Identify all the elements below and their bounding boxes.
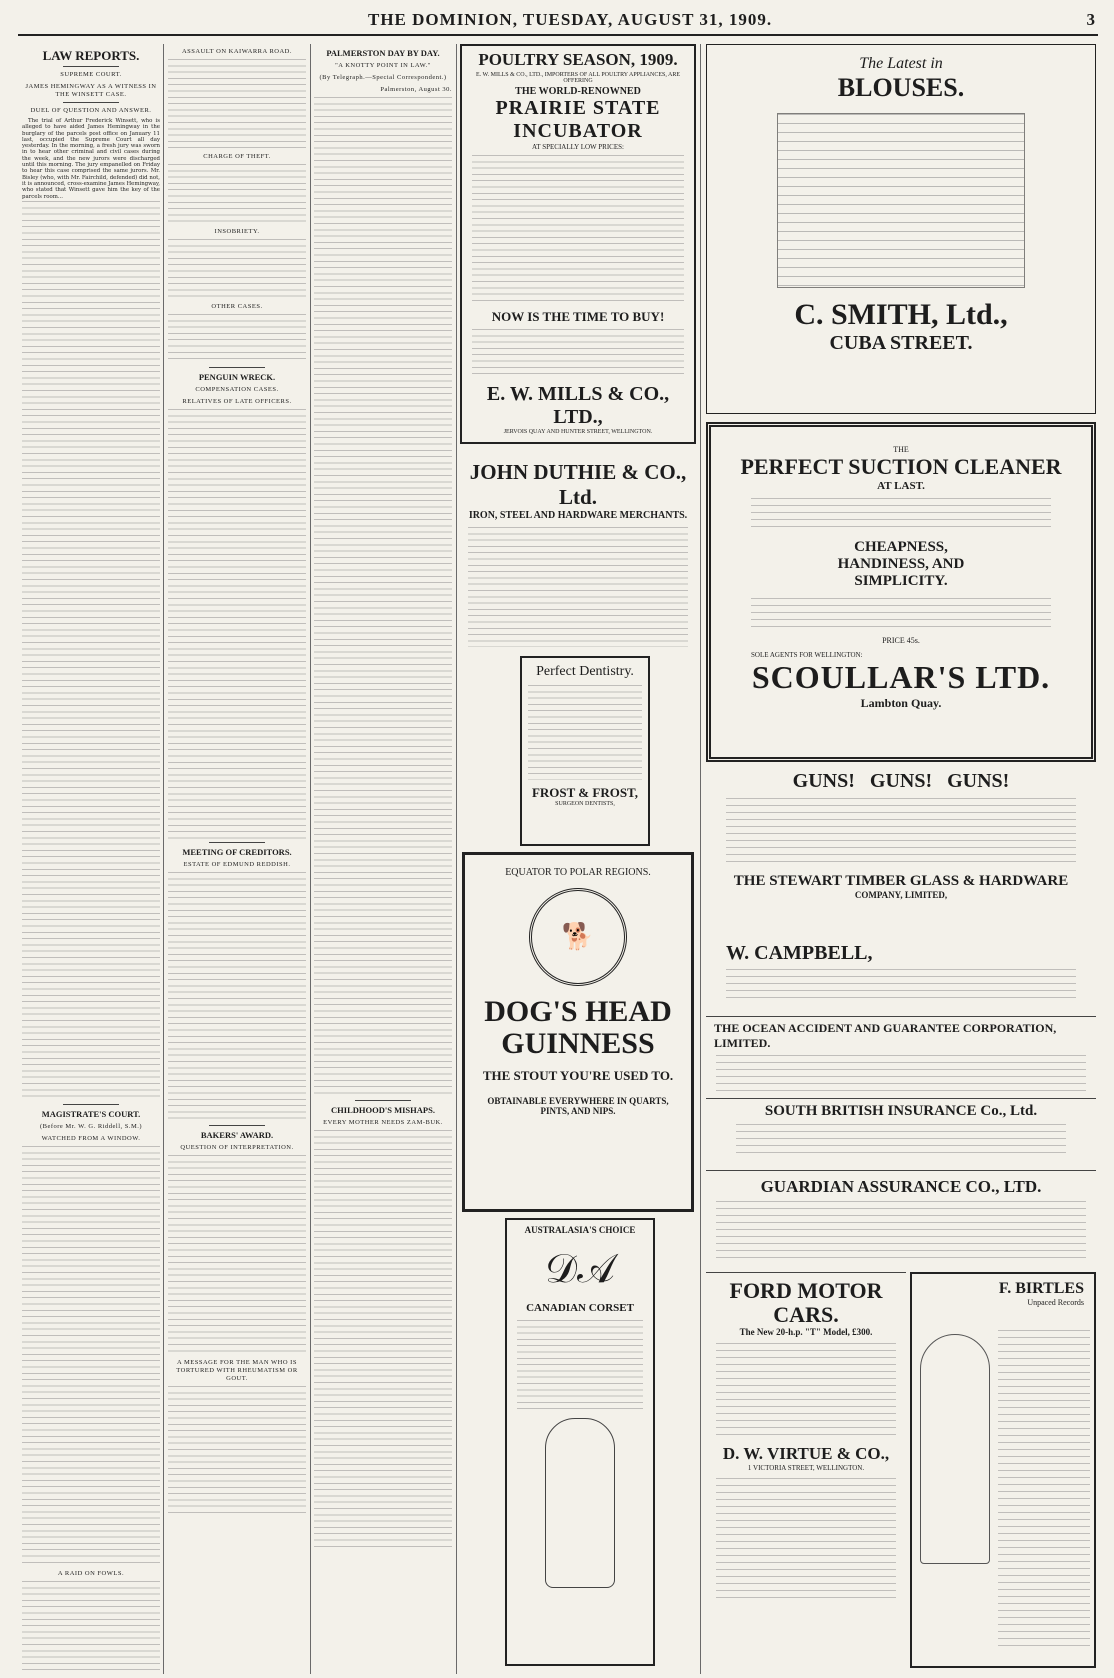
- duthie-name: JOHN DUTHIE & CO., Ltd.: [469, 460, 687, 509]
- guns-ad: [706, 768, 1096, 928]
- text-block: [168, 164, 306, 224]
- blouses-top: The Latest in: [859, 55, 943, 72]
- theft-heading: CHARGE OF THEFT.: [203, 153, 271, 160]
- suction-title: PERFECT SUCTION CLEANER: [740, 454, 1062, 479]
- text-block: [168, 409, 306, 839]
- mills-name: E. W. MILLS & CO., LTD.,: [486, 383, 670, 428]
- zambuk-heading: EVERY MOTHER NEEDS ZAM-BUK.: [323, 1119, 443, 1126]
- stout-slogan: THE STOUT YOU'RE USED TO.: [482, 1068, 674, 1083]
- cyclist-illustration-icon: [920, 1334, 990, 1564]
- corset-figure-icon: [545, 1418, 615, 1588]
- mills-address: JERVOIS QUAY AND HUNTER STREET, WELLINGTON.: [503, 429, 653, 435]
- text-block: [777, 113, 1025, 288]
- text-block: [528, 685, 642, 780]
- text-block: [168, 872, 306, 1122]
- duel-subhead: DUEL OF QUESTION AND ANSWER.: [30, 107, 152, 114]
- insobriety-heading: INSOBRIETY.: [214, 228, 260, 235]
- guardian-name: GUARDIAN ASSURANCE CO., LTD.: [760, 1177, 1042, 1196]
- scoullar-name: SCOULLAR'S LTD.: [751, 659, 1051, 695]
- blouses-ad: [706, 44, 1096, 414]
- ford-ad: [706, 1272, 906, 1668]
- price-text: PRICE 45s.: [882, 636, 920, 645]
- blouses-title: BLOUSES.: [837, 73, 965, 102]
- poultry-sub: E. W. MILLS & CO., LTD., IMPORTERS OF ALL POULTRY APPLIANCES, ARE OFFERING: [475, 72, 681, 84]
- stewart-name: THE STEWART TIMBER GLASS & HARDWARE: [733, 873, 1069, 889]
- smith-name: C. SMITH, Ltd.,: [794, 298, 1008, 331]
- duthie-ad: [460, 448, 696, 648]
- birtles-sub: Unpaced Records: [1027, 1298, 1084, 1307]
- message-heading: A MESSAGE FOR THE MAN WHO IS TORTURED WITH RHEUMATISM OR GOUT.: [176, 1359, 298, 1382]
- text-block: [168, 1386, 306, 1516]
- guardian-ad: [706, 1170, 1096, 1268]
- question-heading: QUESTION OF INTERPRETATION.: [180, 1144, 294, 1151]
- relatives-heading: RELATIVES OF LATE OFFICERS.: [182, 398, 292, 405]
- masthead-title: THE DOMINION, TUESDAY, AUGUST 31, 1909.: [368, 10, 773, 29]
- byline: (By Telegraph.—Special Correspondent.): [319, 74, 447, 81]
- lambton-text: Lambton Quay.: [860, 696, 942, 710]
- text-block: [716, 1343, 896, 1438]
- text-block: [517, 1320, 643, 1410]
- column-courts: [168, 44, 306, 1674]
- text-block: [472, 155, 684, 305]
- text-block: [716, 1478, 896, 1598]
- assault-heading: ASSAULT ON KAIWARRA ROAD.: [181, 48, 292, 55]
- ford-sub: The New 20-h.p. "T" Model, £300.: [739, 1327, 873, 1337]
- corset-title: CANADIAN CORSET: [526, 1302, 634, 1314]
- agents-text: SOLE AGENTS FOR WELLINGTON:: [751, 651, 863, 659]
- text-block: [168, 239, 306, 299]
- text-block: [314, 1130, 452, 1550]
- article-body: The trial of Arthur Frederick Winsett, who is alleged to have aided James Hemingway in the burglary of the parcels post office on January 11 last, occupied the Supreme Court all day yesterday. In the morning, a fresh jury was sworn in to hear other criminal and civil cases during the week, and the new jurors were discharged until this morning. The jury empanelled on Friday to hear this case comprised the same jurors. Mr. Bisley (who, with Mr. Fairchild, defended) did not, it is announced, cross-examine James Hemingway, who stated that Winsett gave him the key of the parcels room...: [22, 118, 160, 200]
- text-block: [168, 1155, 306, 1355]
- palmerston-heading: PALMERSTON DAY BY DAY.: [326, 48, 440, 58]
- text-block: [751, 598, 1051, 628]
- other-cases-heading: OTHER CASES.: [211, 303, 263, 310]
- virtue-name: D. W. VIRTUE & CO.,: [722, 1444, 890, 1463]
- penguin-heading: PENGUIN WRECK.: [198, 372, 276, 382]
- column-rule: [456, 44, 457, 1674]
- dogs-head-logo: 🐕: [529, 888, 627, 986]
- equator-text: EQUATOR TO POLAR REGIONS.: [505, 867, 651, 878]
- frost-name: FROST & FROST,: [531, 785, 639, 800]
- poultry-wr: THE WORLD-RENOWNED: [515, 86, 641, 97]
- south-british-ad: [706, 1098, 1096, 1166]
- stewart-sub: COMPANY, LIMITED,: [854, 890, 948, 900]
- dateline: Palmerston, August 30.: [380, 86, 452, 93]
- campbell-ad: [706, 932, 1096, 1012]
- page-number: 3: [1086, 10, 1096, 29]
- knotty-point-sub: "A KNOTTY POINT IN LAW.": [335, 62, 431, 69]
- ocean-name: THE OCEAN ACCIDENT AND GUARANTEE CORPORATION, LIMITED.: [714, 1021, 1057, 1050]
- supreme-court-heading: SUPREME COURT.: [60, 71, 122, 78]
- column-palmerston: [314, 44, 452, 1674]
- column-law-reports: [22, 44, 160, 1674]
- text-block: [22, 201, 160, 1101]
- text-block: [22, 1581, 160, 1674]
- ocean-ad: [706, 1016, 1096, 1094]
- dentistry-ad: [520, 656, 650, 846]
- text-block: [168, 59, 306, 149]
- corset-monogram-icon: 𝒟𝒜: [545, 1246, 615, 1291]
- compensation-heading: COMPENSATION CASES.: [195, 386, 279, 393]
- raid-heading: A RAID ON FOWLS.: [57, 1569, 125, 1577]
- text-block: [314, 97, 452, 1097]
- birtles-ad: [910, 1272, 1096, 1668]
- poultry-ad: [460, 44, 696, 444]
- text-block: [22, 1146, 160, 1566]
- dentistry-title: Perfect Dentistry.: [536, 664, 634, 679]
- estate-heading: ESTATE OF EDMUND REDDISH.: [183, 861, 291, 868]
- prairie-title: PRAIRIE STATE INCUBATOR: [495, 97, 661, 142]
- masthead: [18, 8, 1098, 36]
- guinness-title: DOG'S HEAD GUINNESS: [484, 995, 672, 1060]
- ford-name: FORD MOTOR CARS.: [729, 1278, 883, 1327]
- text-block: [726, 969, 1076, 999]
- low-prices: AT SPECIALLY LOW PRICES:: [532, 143, 624, 151]
- duthie-sub: IRON, STEEL AND HARDWARE MERCHANTS.: [468, 510, 688, 521]
- smith-address: CUBA STREET.: [829, 332, 973, 354]
- text-block: [716, 1055, 1086, 1094]
- suction-sub: AT LAST.: [877, 480, 925, 492]
- law-reports-heading: LAW REPORTS.: [42, 48, 140, 63]
- text-block: [726, 798, 1076, 868]
- magistrate-sub: (Before Mr. W. G. Riddell, S.M.): [39, 1122, 143, 1130]
- frost-sub: SURGEON DENTISTS,: [555, 801, 615, 807]
- text-block: [468, 527, 688, 647]
- column-rule: [310, 44, 311, 1674]
- corset-ad: [505, 1218, 655, 1666]
- bakers-heading: BAKERS' AWARD.: [200, 1130, 274, 1140]
- magistrate-heading: MAGISTRATE'S COURT.: [41, 1108, 141, 1119]
- suction-top: THE: [893, 445, 909, 454]
- virtue-address: 1 VICTORIA STREET, WELLINGTON.: [747, 1464, 865, 1472]
- column-rule: [163, 44, 164, 1674]
- buy-now: NOW IS THE TIME TO BUY!: [491, 309, 665, 324]
- text-block: [751, 498, 1051, 533]
- guns-title: GUNS! GUNS! GUNS!: [792, 770, 1010, 792]
- meeting-heading: MEETING OF CREDITORS.: [182, 847, 292, 857]
- cheapness-text: CHEAPNESS, HANDINESS, AND SIMPLICITY.: [837, 539, 965, 589]
- text-block: [736, 1124, 1066, 1159]
- hemingway-subhead: JAMES HEMINGWAY AS A WITNESS IN THE WINSETT CASE.: [25, 83, 157, 98]
- column-rule: [700, 44, 701, 1674]
- poultry-title: POULTRY SEASON, 1909.: [478, 50, 678, 69]
- text-block: [716, 1201, 1086, 1261]
- guinness-ad: [462, 852, 694, 1212]
- suction-cleaner-ad: [706, 422, 1096, 762]
- corset-top: AUSTRALASIA'S CHOICE: [524, 1225, 636, 1235]
- obtainable-text: OBTAINABLE EVERYWHERE IN QUARTS, PINTS, AND NIPS.: [487, 1096, 669, 1116]
- childhood-heading: CHILDHOOD'S MISHAPS.: [331, 1105, 435, 1115]
- watched-heading: WATCHED FROM A WINDOW.: [41, 1134, 141, 1142]
- text-block: [168, 314, 306, 364]
- south-british-name: SOUTH BRITISH INSURANCE Co., Ltd.: [764, 1103, 1038, 1119]
- text-block: [998, 1330, 1090, 1650]
- campbell-name: W. CAMPBELL,: [726, 942, 873, 964]
- birtles-name: F. BIRTLES: [998, 1280, 1084, 1297]
- text-block: [472, 329, 684, 379]
